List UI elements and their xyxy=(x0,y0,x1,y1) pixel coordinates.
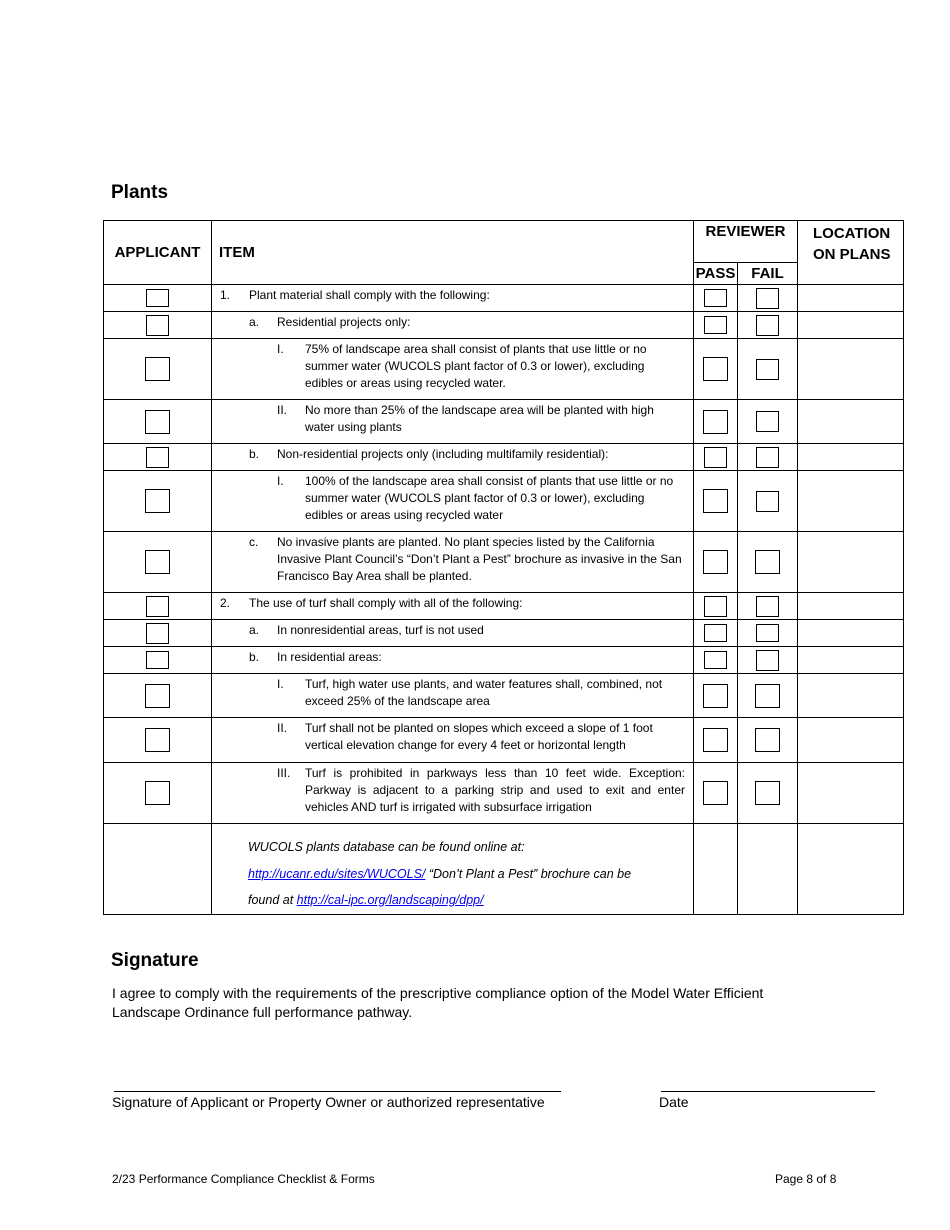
date-label: Date xyxy=(659,1094,689,1110)
item-marker: II. xyxy=(277,721,288,735)
applicant-checkbox[interactable] xyxy=(145,728,170,752)
date-line[interactable] xyxy=(661,1091,875,1092)
applicant-column-header: APPLICANT xyxy=(104,221,212,285)
fail-checkbox[interactable] xyxy=(755,728,780,752)
location-on-plans-cell[interactable] xyxy=(798,718,904,763)
location-on-plans-cell[interactable] xyxy=(798,285,904,312)
location-on-plans-cell[interactable] xyxy=(798,620,904,647)
pass-checkbox[interactable] xyxy=(704,316,727,334)
checklist-row xyxy=(104,339,904,400)
item-marker: III. xyxy=(277,766,291,780)
pass-checkbox[interactable] xyxy=(704,624,727,642)
item-text: Residential projects only: xyxy=(277,315,411,329)
item-text: Plant material shall comply with the following: xyxy=(249,288,490,302)
pass-checkbox[interactable] xyxy=(704,596,727,617)
location-on-plans-cell[interactable] xyxy=(798,763,904,824)
item-marker: II. xyxy=(277,403,288,417)
agreement-text: I agree to comply with the requirements of the prescriptive compliance option of the Model Water Efficient Landscape Ordinance full performance pathway. xyxy=(112,985,764,1020)
item-marker: I. xyxy=(277,677,284,691)
fail-checkbox[interactable] xyxy=(756,491,779,512)
applicant-checkbox[interactable] xyxy=(145,410,170,434)
fail-checkbox[interactable] xyxy=(756,359,779,380)
pass-checkbox[interactable] xyxy=(703,781,728,805)
location-on-plans-cell[interactable] xyxy=(798,312,904,339)
item-marker: b. xyxy=(249,650,260,664)
item-text: No invasive plants are planted. No plant species listed by the California Invasive Plant Council’s “Don’t Plant a Pest” brochure as invasive in the San Francisco Bay Area shall be planted. xyxy=(277,535,682,583)
pass-checkbox[interactable] xyxy=(703,728,728,752)
plants-checklist-table xyxy=(103,220,904,915)
location-header-line2: ON PLANS xyxy=(813,246,891,263)
checklist-row xyxy=(104,647,904,674)
checklist-row xyxy=(104,763,904,824)
checklist-row xyxy=(104,593,904,620)
item-marker: c. xyxy=(249,535,259,549)
wucols-note xyxy=(212,824,694,915)
fail-checkbox[interactable] xyxy=(755,550,780,574)
pass-checkbox[interactable] xyxy=(703,410,728,434)
applicant-checkbox[interactable] xyxy=(146,289,169,307)
fail-checkbox[interactable] xyxy=(756,650,779,671)
item-marker: 1. xyxy=(220,288,231,302)
item-marker: I. xyxy=(277,474,284,488)
item-marker: a. xyxy=(249,315,260,329)
notes-fail-cell xyxy=(738,824,798,915)
pass-checkbox[interactable] xyxy=(703,489,728,513)
item-text: The use of turf shall comply with all of the following: xyxy=(249,596,523,610)
note-line1: WUCOLS plants database can be found online at: xyxy=(248,840,525,854)
notes-location-cell xyxy=(798,824,904,915)
location-on-plans-cell[interactable] xyxy=(798,532,904,593)
location-on-plans-cell[interactable] xyxy=(798,339,904,400)
applicant-checkbox[interactable] xyxy=(145,684,170,708)
fail-checkbox[interactable] xyxy=(756,624,779,642)
item-marker: a. xyxy=(249,623,260,637)
fail-column-header: FAIL xyxy=(738,263,798,285)
pass-checkbox[interactable] xyxy=(703,684,728,708)
applicant-checkbox[interactable] xyxy=(145,781,170,805)
location-on-plans-cell[interactable] xyxy=(798,400,904,444)
signature-label: Signature of Applicant or Property Owner or authorized representative xyxy=(112,1094,545,1110)
pass-checkbox[interactable] xyxy=(703,357,728,381)
location-on-plans-cell[interactable] xyxy=(798,674,904,718)
signature-line[interactable] xyxy=(114,1091,561,1092)
item-text: Non-residential projects only (including multifamily residential): xyxy=(277,447,609,461)
item-text: 75% of landscape area shall consist of plants that use little or no summer water (WUCOLS plant factor of 0.3 or lower), excluding edibles or areas using recycled water. xyxy=(305,342,647,390)
pass-checkbox[interactable] xyxy=(703,550,728,574)
item-text: Turf, high water use plants, and water features shall, combined, not exceed 25% of the landscape area xyxy=(305,677,663,708)
fail-checkbox[interactable] xyxy=(756,596,779,617)
notes-pass-cell xyxy=(694,824,738,915)
wucols-link[interactable]: http://ucanr.edu/sites/WUCOLS/ xyxy=(248,866,426,881)
item-text: Turf is prohibited in parkways less than 10 feet wide. Exception: Parkway is adjacent to a parking strip and used to exit and enter vehicles AND turf is irrigated with subsurface irrigation xyxy=(305,766,685,814)
reviewer-column-header: REVIEWER xyxy=(694,221,798,263)
checklist-row xyxy=(104,312,904,339)
fail-checkbox[interactable] xyxy=(756,411,779,432)
applicant-checkbox[interactable] xyxy=(145,550,170,574)
applicant-checkbox[interactable] xyxy=(145,357,170,381)
cal-ipc-link[interactable]: http://cal-ipc.org/landscaping/dpp/ xyxy=(296,893,484,907)
checklist-row xyxy=(104,285,904,312)
item-text: No more than 25% of the landscape area will be planted with high water using plants xyxy=(305,403,654,434)
notes-applicant-cell xyxy=(104,824,212,915)
pass-checkbox[interactable] xyxy=(704,447,727,468)
fail-checkbox[interactable] xyxy=(755,781,780,805)
signature-heading: Signature xyxy=(111,950,199,971)
pass-checkbox[interactable] xyxy=(704,651,727,669)
location-column-header xyxy=(798,221,904,285)
note-line3-prefix: found at xyxy=(248,893,297,907)
applicant-checkbox[interactable] xyxy=(146,596,169,617)
pass-checkbox[interactable] xyxy=(704,289,727,307)
location-header-line1: LOCATION xyxy=(813,225,891,242)
applicant-checkbox[interactable] xyxy=(145,489,170,513)
note-line2-text: “Don’t Plant a Pest” brochure can be xyxy=(425,866,632,881)
checklist-row xyxy=(104,400,904,444)
plants-heading: Plants xyxy=(111,182,169,203)
checklist-row xyxy=(104,718,904,763)
applicant-checkbox[interactable] xyxy=(146,623,169,644)
fail-checkbox[interactable] xyxy=(756,447,779,468)
item-marker: b. xyxy=(249,447,260,461)
location-on-plans-cell[interactable] xyxy=(798,593,904,620)
notes-row xyxy=(104,824,904,915)
note-line3 xyxy=(248,887,685,914)
checklist-row xyxy=(104,620,904,647)
location-on-plans-cell[interactable] xyxy=(798,471,904,532)
footer-title: 2/23 Performance Compliance Checklist & Forms xyxy=(112,1172,375,1186)
page-number: Page 8 of 8 xyxy=(775,1172,837,1186)
checklist-row xyxy=(104,444,904,471)
item-column-header: ITEM xyxy=(212,221,694,285)
checklist-row xyxy=(104,532,904,593)
fail-checkbox[interactable] xyxy=(756,288,779,309)
note-line2 xyxy=(248,861,685,888)
checklist-row xyxy=(104,471,904,532)
fail-checkbox[interactable] xyxy=(755,684,780,708)
fail-checkbox[interactable] xyxy=(756,315,779,336)
applicant-checkbox[interactable] xyxy=(146,447,169,468)
item-text: In nonresidential areas, turf is not used xyxy=(277,623,484,637)
item-marker: 2. xyxy=(220,596,231,610)
applicant-checkbox[interactable] xyxy=(146,315,169,336)
pass-column-header: PASS xyxy=(694,263,738,285)
location-on-plans-cell[interactable] xyxy=(798,647,904,674)
item-marker: I. xyxy=(277,342,284,356)
location-on-plans-cell[interactable] xyxy=(798,444,904,471)
applicant-checkbox[interactable] xyxy=(146,651,169,669)
item-text: In residential areas: xyxy=(277,650,382,664)
item-text: Turf shall not be planted on slopes which exceed a slope of 1 foot vertical elevation change for every 4 feet or horizontal length xyxy=(305,721,653,752)
item-text: 100% of the landscape area shall consist of plants that use little or no summer water (WUCOLS plant factor of 0.3 or lower), excluding edibles or areas using recycled water xyxy=(305,474,674,522)
checklist-row xyxy=(104,674,904,718)
